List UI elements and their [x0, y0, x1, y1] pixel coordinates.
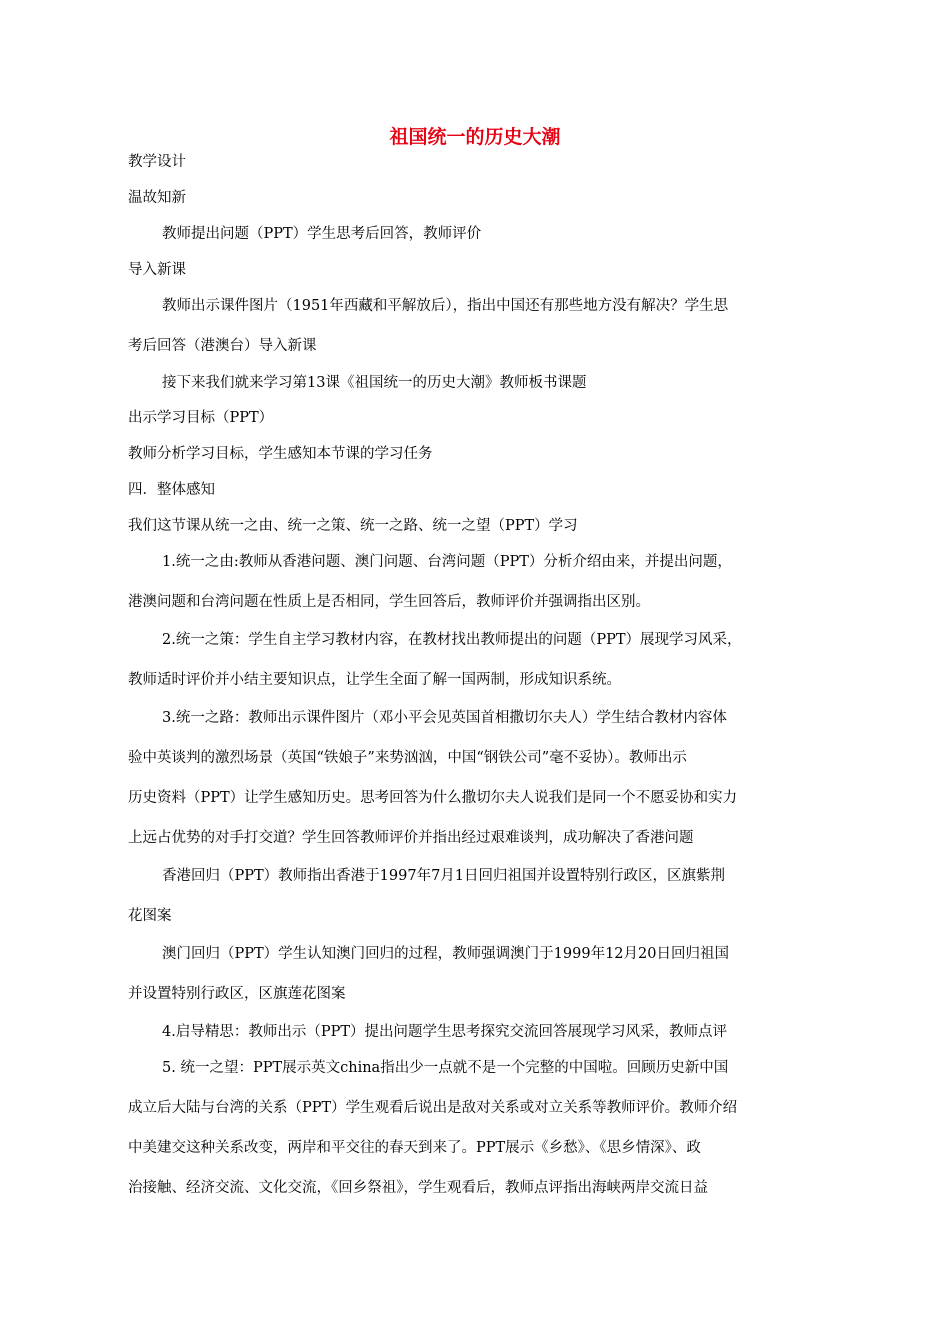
paragraph-line: 2.统一之策：学生自主学习教材内容，在教材找出教师提出的问题（PPT）展现学习风采， [162, 632, 742, 648]
paragraph-line: 出示学习目标（PPT） [128, 410, 274, 426]
paragraph-line: 4.启导精思：教师出示（PPT）提出问题学生思考探究交流回答展现学习风采，教师点评 [162, 1024, 728, 1040]
paragraph-line: 验中英谈判的激烈场景（英国“铁娘子”来势汹汹，中国“钢铁公司”毫不妥协）。教师出示 [128, 750, 687, 766]
paragraph-line: 上远占优势的对手打交道？学生回答教师评价并指出经过艰难谈判，成功解决了香港问题 [128, 830, 694, 846]
paragraph-line: 治接触、经济交流、文化交流，《回乡祭祖》，学生观看后，教师点评指出海峡两岸交流日益 [128, 1180, 708, 1196]
paragraph-line: 花图案 [128, 908, 172, 924]
paragraph-line: 四．整体感知 [128, 482, 215, 498]
paragraph-line: 澳门回归（PPT）学生认知澳门回归的过程，教师强调澳门于1999年12月20日回归祖国 [162, 946, 729, 962]
paragraph-line: 教学设计 [128, 154, 186, 170]
paragraph-line: 中美建交这种关系改变，两岸和平交往的春天到来了。PPT展示《乡愁》、《思乡情深》、政 [128, 1140, 701, 1156]
paragraph-line: 历史资料（PPT）让学生感知历史。思考回答为什么撒切尔夫人说我们是同一个不愿妥协和实力 [128, 790, 738, 806]
paragraph-line: 我们这节课从统一之由、统一之策、统一之路、统一之望（PPT）学习 [128, 518, 578, 534]
paragraph-line: 港澳问题和台湾问题在性质上是否相同，学生回答后，教师评价并强调指出区别。 [128, 594, 650, 610]
paragraph-line: 考后回答（港澳台）导入新课 [128, 338, 317, 354]
paragraph-line: 导入新课 [128, 262, 186, 278]
paragraph-line: 并设置特别行政区，区旗莲花图案 [128, 986, 346, 1002]
document-title: 祖国统一的历史大潮 [389, 126, 561, 148]
paragraph-line: 教师出示课件图片（1951年西藏和平解放后），指出中国还有那些地方没有解决？学生思 [162, 298, 729, 314]
paragraph-line: 接下来我们就来学习第13课《祖国统一的历史大潮》教师板书课题 [162, 375, 587, 391]
paragraph-line: 1.统一之由:教师从香港问题、澳门问题、台湾问题（PPT）分析介绍由来，并提出问题， [162, 554, 732, 570]
paragraph-line: 成立后大陆与台湾的关系（PPT）学生观看后说出是敌对关系或对立关系等教师评价。教师介绍 [128, 1100, 738, 1116]
paragraph-line: 温故知新 [128, 190, 186, 206]
paragraph-line: 教师分析学习目标，学生感知本节课的学习任务 [128, 446, 433, 462]
paragraph-line: 3.统一之路：教师出示课件图片（邓小平会见英国首相撒切尔夫人）学生结合教材内容体 [162, 710, 727, 726]
paragraph-line: 教师适时评价并小结主要知识点，让学生全面了解一国两制，形成知识系统。 [128, 672, 621, 688]
paragraph-line: 教师提出问题（PPT）学生思考后回答，教师评价 [162, 226, 482, 242]
paragraph-line: 香港回归（PPT）教师指出香港于1997年7月1日回归祖国并设置特别行政区，区旗紫荆 [162, 868, 726, 884]
paragraph-line: 5. 统一之望：PPT展示英文china指出少一点就不是一个完整的中国啦。回顾历史新中国 [162, 1060, 729, 1076]
